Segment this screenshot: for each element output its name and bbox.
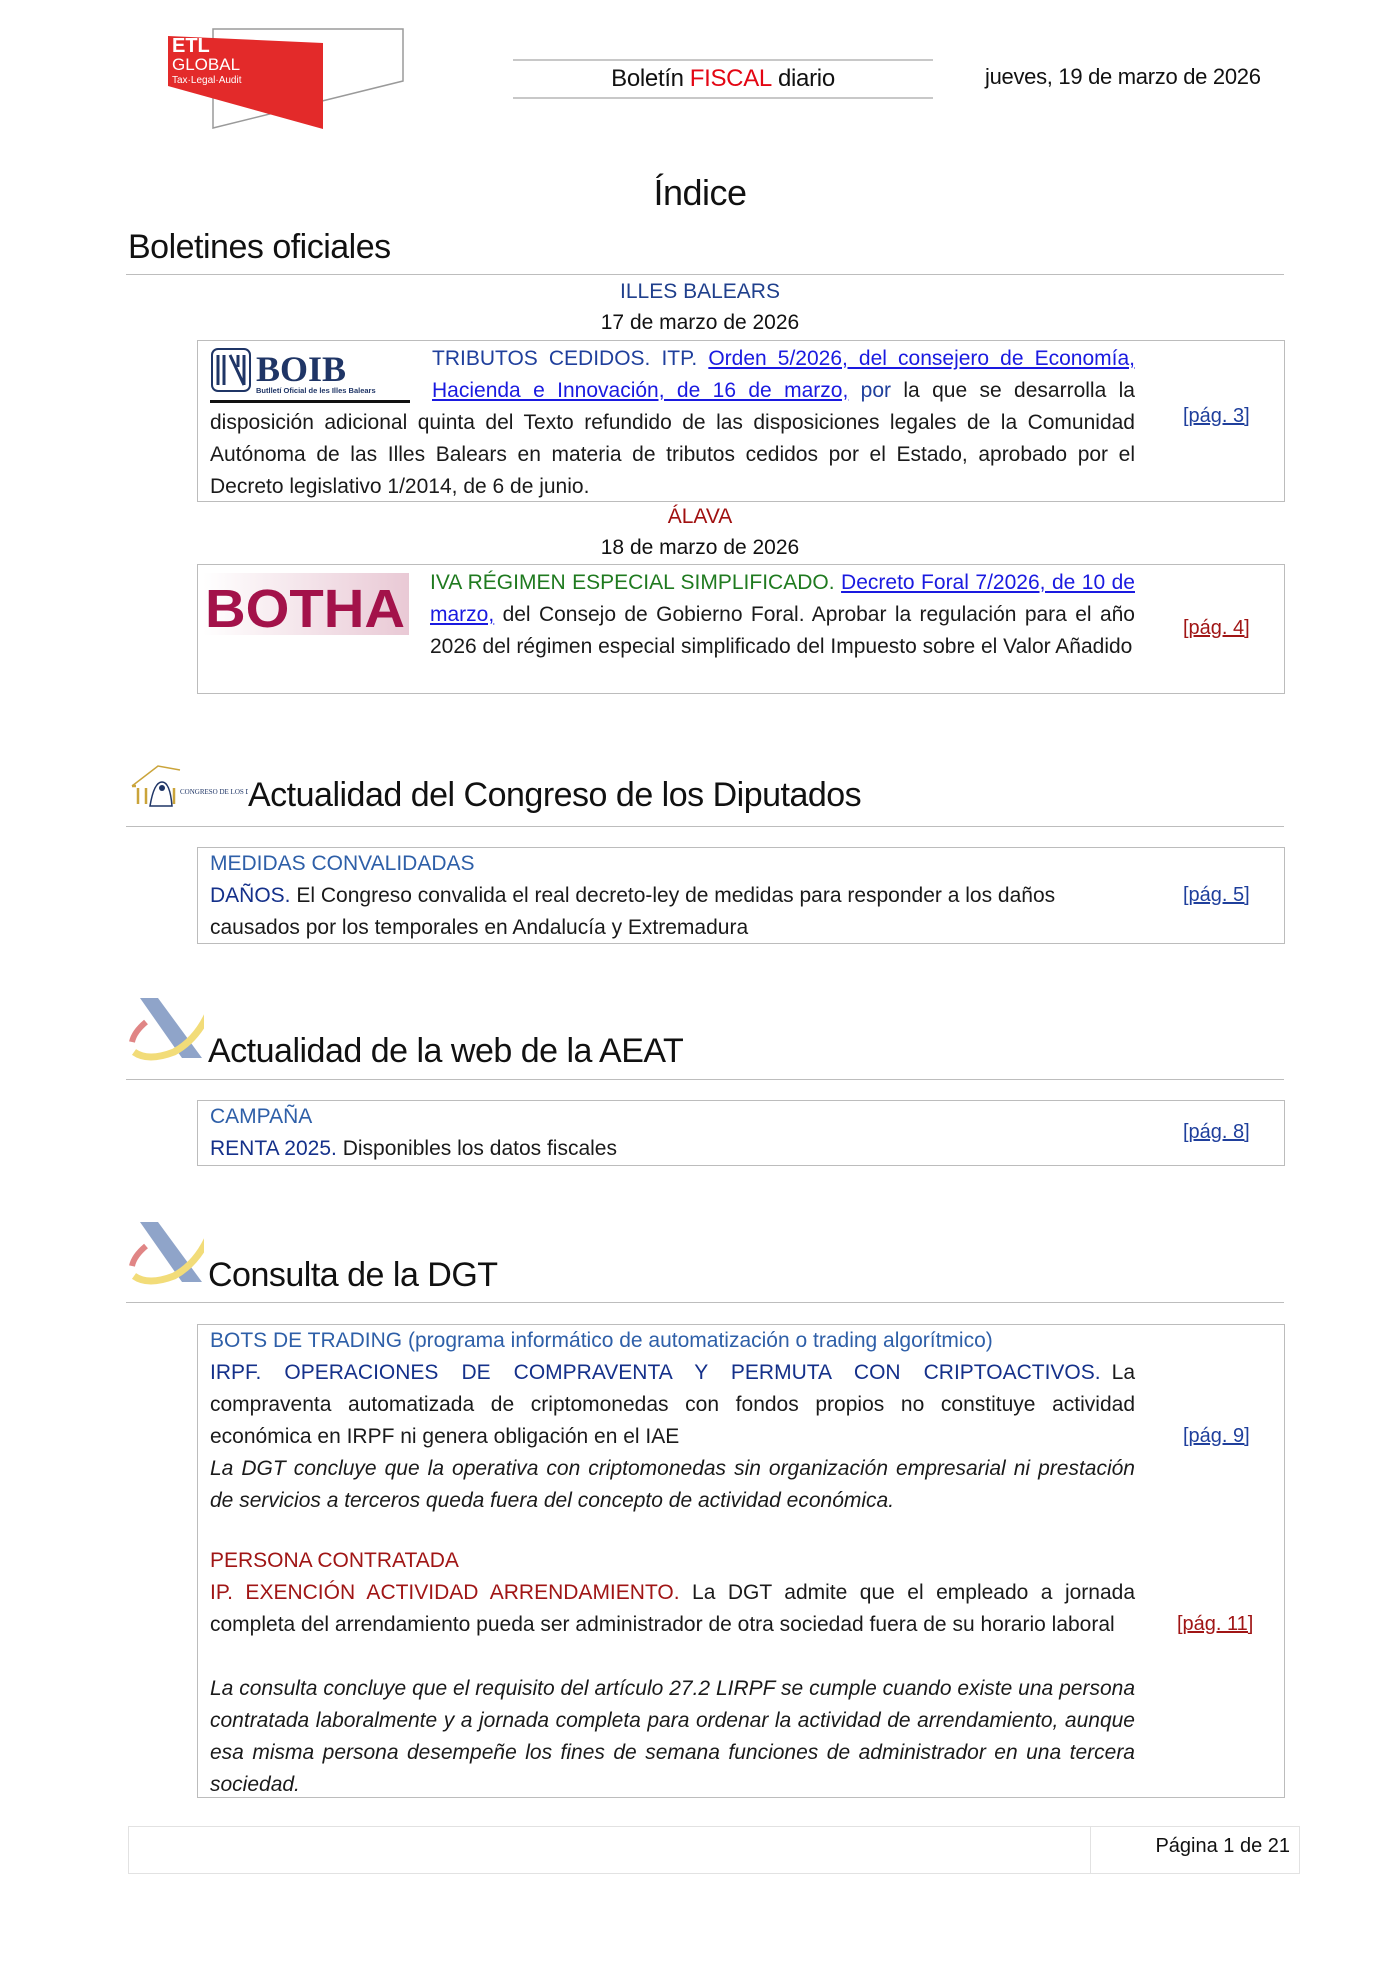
aeat-logo-icon xyxy=(128,992,204,1064)
congreso-icon-label: CONGRESO DE LOS xyxy=(180,788,244,796)
botha-logo-text: BOTHA xyxy=(205,579,405,635)
page-link[interactable]: [pág. 5] xyxy=(1183,884,1250,906)
page-number: Página 1 de 21 xyxy=(1155,1835,1290,1857)
page-link[interactable]: [pág. 8] xyxy=(1183,1121,1250,1143)
footer-divider xyxy=(1090,1826,1091,1874)
entry-summary: La consulta concluye que el requisito del artículo 27.2 LIRPF se cumple cuando existe una persona contratada laboralmente y a jornada completa para ordenar la actividad de arrendamiento, aunque esa misma persona desempeñe los fines de semana funciones de administrador en una tercera sociedad. xyxy=(210,1677,1135,1796)
region-illes-balears: ILLES BALEARS xyxy=(620,280,780,303)
page-link[interactable]: [pág. 9] xyxy=(1183,1425,1250,1447)
section-divider xyxy=(126,826,1284,827)
entry-text xyxy=(210,567,1135,663)
entry-keyword: IRPF. OPERACIONES DE COMPRAVENTA Y PERMUTA CON CRIPTOACTIVOS. xyxy=(210,1361,1101,1384)
section-title-congreso: Actualidad del Congreso de los Diputados xyxy=(248,776,862,814)
entry-link[interactable]: Decreto Foral 7/2026, de 10 de marzo, xyxy=(430,571,1135,626)
entry-connector: por xyxy=(860,379,892,402)
section-divider xyxy=(126,274,1284,275)
entry-keyword: RENTA 2025. xyxy=(210,1137,337,1160)
index-entry-aeat xyxy=(197,1100,1285,1166)
page-link[interactable]: [pág. 4] xyxy=(1183,617,1250,639)
entry-description: La DGT admite que el empleado a jornada completa del arrendamiento pueda ser administrador de otra sociedad fuera de su horario laboral xyxy=(210,1581,1135,1636)
index-title: Índice xyxy=(653,172,747,213)
index-entry-congreso xyxy=(197,847,1285,944)
title-suffix: diario xyxy=(777,65,835,92)
section-divider xyxy=(126,1302,1284,1303)
entry-keyword: IP. EXENCIÓN ACTIVIDAD ARRENDAMIENTO. xyxy=(210,1581,680,1604)
entry-keyword: TRIBUTOS CEDIDOS. ITP. xyxy=(432,347,698,370)
index-entry-botha xyxy=(197,564,1285,694)
entry-category: PERSONA CONTRATADA xyxy=(210,1549,459,1572)
boib-logo-subtitle: Butlletí Oficial de les Illes Balears xyxy=(256,386,376,395)
entry-description: El Congreso convalida el real decreto-ley de medidas para responder a los daños causados por los temporales en Andalucía y Extremadura xyxy=(210,884,1056,939)
region-date: 18 de marzo de 2026 xyxy=(600,536,800,559)
title-accent: FISCAL xyxy=(689,65,772,92)
section-title-boletines: Boletines oficiales xyxy=(128,228,391,266)
page-link[interactable]: [pág. 3] xyxy=(1183,405,1250,427)
boib-logo-text: BOIB xyxy=(256,349,347,389)
entry-keyword: IVA RÉGIMEN ESPECIAL SIMPLIFICADO. xyxy=(430,571,835,594)
entry-category: BOTS DE TRADING (programa informático de automatización o trading algorítmico) xyxy=(210,1329,993,1352)
index-entry-boib xyxy=(197,340,1285,502)
aeat-logo-icon xyxy=(128,1216,204,1288)
entry-description: La compraventa automatizada de criptomonedas con fondos propios no constituye actividad económica en IRPF ni genera obligación en el IAE xyxy=(210,1361,1135,1448)
entry-description: Disponibles los datos fiscales xyxy=(342,1137,617,1160)
bulletin-title xyxy=(513,59,933,99)
title-prefix: Boletín xyxy=(611,65,684,92)
entry-keyword: DAÑOS. xyxy=(210,884,291,907)
entry-text xyxy=(210,880,1135,944)
etl-global-logo xyxy=(168,26,404,131)
entry-summary: La DGT concluye que la operativa con criptomonedas sin organización empresarial ni prestación de servicios a terceros queda fuera del concepto de actividad económica. xyxy=(210,1457,1135,1512)
entry-text xyxy=(210,1357,1135,1453)
section-title-aeat: Actualidad de la web de la AEAT xyxy=(208,1032,684,1070)
region-alava: ÁLAVA xyxy=(667,505,733,528)
entry-text xyxy=(210,343,1210,503)
index-entry-dgt xyxy=(197,1324,1285,1798)
entry-category: MEDIDAS CONVALIDADAS xyxy=(210,852,475,875)
logo-tagline: Tax·Legal·Audit xyxy=(172,75,242,86)
entry-text xyxy=(210,1133,1135,1165)
logo-global: GLOBAL xyxy=(172,55,241,74)
logo-etl: ETL xyxy=(172,35,210,57)
page-link[interactable]: [pág. 11] xyxy=(1177,1613,1254,1635)
entry-link[interactable]: Orden 5/2026, del consejero de Economía, Hacienda e Innovación, de 16 de marzo, xyxy=(432,347,1135,402)
congreso-icon xyxy=(128,762,248,814)
section-divider xyxy=(126,1079,1284,1080)
section-title-dgt: Consulta de la DGT xyxy=(208,1256,498,1294)
bulletin-date: jueves, 19 de marzo de 2026 xyxy=(985,64,1261,89)
entry-text xyxy=(210,1577,1135,1641)
entry-description: del Consejo de Gobierno Foral. Aprobar la regulación para el año 2026 del régimen especial simplificado del Impuesto sobre el Valor Añadido xyxy=(430,603,1135,658)
region-date: 17 de marzo de 2026 xyxy=(600,311,800,334)
entry-category: CAMPAÑA xyxy=(210,1105,313,1128)
entry-description: la que se desarrolla la disposición adicional quinta del Texto refundido de las disposiciones legales de la Comunidad Autónoma de las Illes Balears en materia de tributos cedidos por el Estado, aprobado por el Decreto legislativo 1/2014, de 6 de junio. xyxy=(210,379,1135,498)
